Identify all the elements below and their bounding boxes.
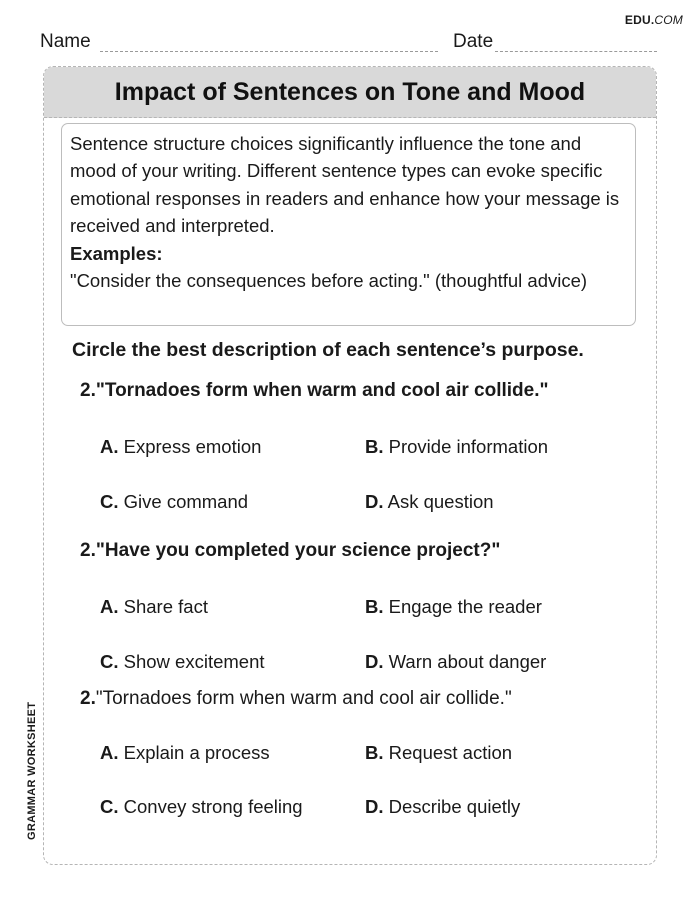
page-title: Impact of Sentences on Tone and Mood (44, 67, 656, 118)
option-3c[interactable]: C. Convey strong feeling (100, 796, 303, 817)
option-2c[interactable]: C. Show excitement (100, 651, 265, 672)
example-text: "Consider the consequences before acting." (thoughtful advice) (70, 270, 588, 292)
question-1: 2."Tornadoes form when warm and cool air collide." (80, 380, 549, 401)
option-2a[interactable]: A. Share fact (100, 596, 208, 617)
name-line[interactable] (100, 51, 438, 52)
option-1b[interactable]: B. Provide information (365, 436, 549, 457)
name-label: Name (40, 31, 91, 52)
option-2b[interactable]: B. Engage the reader (365, 596, 542, 617)
option-3d[interactable]: D. Describe quietly (365, 796, 521, 817)
brand-logo: EDU.COM (624, 13, 683, 27)
option-1d[interactable]: D. Ask question (365, 491, 494, 512)
intro-text: Sentence structure choices significantly influence the tone and mood of your writing. Different sentence types can evoke specific emotional responses in readers and enhance how your message is received and interpreted. (70, 133, 620, 237)
option-1a[interactable]: A. Express emotion (100, 436, 262, 457)
question-3: 2."Tornadoes form when warm and cool air collide." (80, 688, 512, 709)
option-2d[interactable]: D. Warn about danger (365, 651, 547, 672)
intro-box (61, 123, 636, 326)
option-3a[interactable]: A. Explain a process (100, 742, 270, 763)
instruction: Circle the best description of each sentence’s purpose. (72, 339, 584, 361)
side-label: GRAMMAR WORKSHEET (26, 701, 38, 840)
examples-label: Examples: (70, 242, 163, 264)
date-line[interactable] (495, 51, 657, 52)
date-label: Date (453, 31, 494, 52)
option-1c[interactable]: C. Give command (100, 491, 249, 512)
question-2: 2."Have you completed your science project?" (80, 540, 501, 561)
option-3b[interactable]: B. Request action (365, 742, 513, 763)
